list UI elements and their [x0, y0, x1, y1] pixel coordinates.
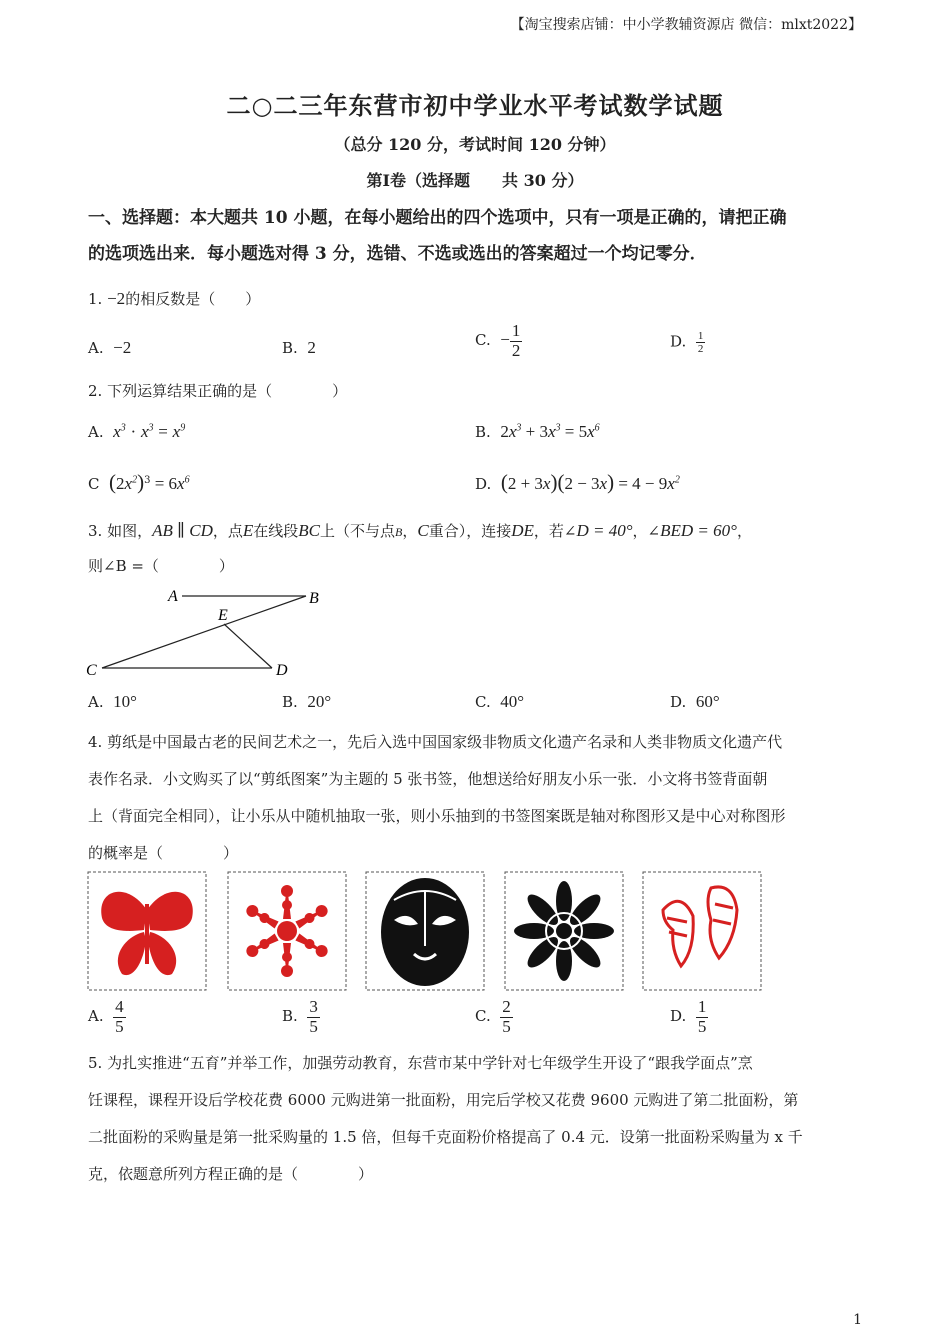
question-3: 3. 如图，AB ∥ CD，点E在线段BC上（不与点B，C重合），连接DE，若∠D = 40°，∠BED = 60°， [88, 521, 752, 540]
segment-de [224, 624, 272, 668]
bookmark-mandala [503, 870, 625, 992]
q2-option-c[interactable]: C $(2x^2)^3 = 6x^6$ [88, 470, 190, 494]
question-4: 4. 剪纸是中国最古老的民间艺术之一，先后入选中国国家级非物质文化遗产名录和人类非物质文化遗产代 表作名录．小文购买了以“剪纸图案”为主题的 5 张书签，他想送给好朋友小乐一张．小文将书签背面朝 上（背面完全相同），让小乐从中随机抽取一张，则小乐抽到的书签图案既是轴对称图形又是中心对称图形 的概率是（ ） [88, 733, 786, 862]
header-note: 【淘宝搜索店铺：中小学教辅资源店 微信：mlxt2022】 [510, 17, 862, 33]
question-2 [88, 373, 868, 410]
q1-option-a[interactable]: A. −2 [88, 338, 132, 357]
q3-option-c[interactable]: C. 40° [475, 692, 525, 711]
q1-text: 的相反数是（ ） [125, 290, 261, 308]
opera-mask-icon [381, 878, 469, 986]
page-title: 二○二三年东营市初中学业水平考试数学试题 [226, 91, 724, 120]
label-b: B [309, 590, 319, 607]
q3-option-b[interactable]: B. 20° [282, 692, 332, 711]
q1-option-b[interactable]: B. 2 [282, 338, 316, 357]
segment-bc [102, 596, 306, 668]
q4-option-b[interactable]: B. $\frac{3}{5}$ [282, 997, 318, 1036]
q3-figure [80, 582, 330, 682]
page-number: 1 [853, 1312, 862, 1328]
exam-info: （总分 120 分，考试时间 120 分钟） [334, 135, 616, 154]
q4-option-a[interactable]: A. $\frac{4}{5}$ [88, 997, 124, 1036]
label-a: A [168, 588, 178, 605]
bookmark-mask [364, 870, 486, 992]
q4-option-c[interactable]: C. $\frac{2}{5}$ [475, 997, 511, 1036]
q3-line-2: 则∠B =（ ） [88, 557, 234, 575]
q2-option-d[interactable]: D. $(2 + 3x)(2 - 3x) = 4 - 9x^2$ [475, 470, 680, 494]
question-5: 5. 为扎实推进“五育”并举工作，加强劳动教育，东营市某中学针对七年级学生开设了“跟我学面点”烹 饪课程，课程开设后学校花费 6000 元购进第一批面粉，用完后学校又花费 9600 元购进了第二批面粉，第 二批面粉的采购量是第一批采购量的 1.5 倍，但每千克面粉价格提高了 0.4 元．设第一批面粉采购量为 x 千 克，依题意所列方程正确的是（ ） [88, 1054, 803, 1183]
label-d: D [276, 662, 288, 679]
bookmark-fish [641, 870, 763, 992]
section-instructions [88, 200, 868, 272]
q1-number: 1. [88, 290, 103, 308]
q2-number: 2. [88, 382, 103, 400]
section-line-2: 的选项选出来．每小题选对得 3 分，选错、不选或选出的答案超过一个均记零分． [88, 244, 707, 264]
section-line-1: 一、选择题：本大题共 10 小题，在每小题给出的四个选项中，只有一项是正确的，请把正确 [88, 208, 787, 228]
question-1 [88, 280, 868, 318]
q1-option-d[interactable]: D. $\frac{1}{2}$ [670, 330, 704, 356]
q1-option-c[interactable]: C. − $\frac{1}{2}$ [475, 321, 521, 360]
bookmark-butterfly [86, 870, 208, 992]
volume-title: 第Ⅰ卷（选择题 共 30 分） [366, 171, 584, 190]
label-c: C [86, 662, 97, 679]
label-e: E [218, 607, 228, 624]
q3-option-a[interactable]: A. 10° [88, 692, 137, 711]
q3-option-d[interactable]: D. 60° [670, 692, 720, 711]
q2-option-a[interactable]: A. $x^3 \cdot x^3 = x^9$ [88, 422, 186, 441]
q4-option-d[interactable]: D. $\frac{1}{5}$ [670, 997, 707, 1036]
q1-expr: −2 [107, 289, 126, 308]
q2-text: 下列运算结果正确的是（ ） [107, 382, 348, 400]
mandala-icon [514, 881, 614, 981]
bookmark-snowflake [226, 870, 348, 992]
q2-option-b[interactable]: B. $2x^3 + 3x^3 = 5x^6$ [475, 422, 600, 441]
